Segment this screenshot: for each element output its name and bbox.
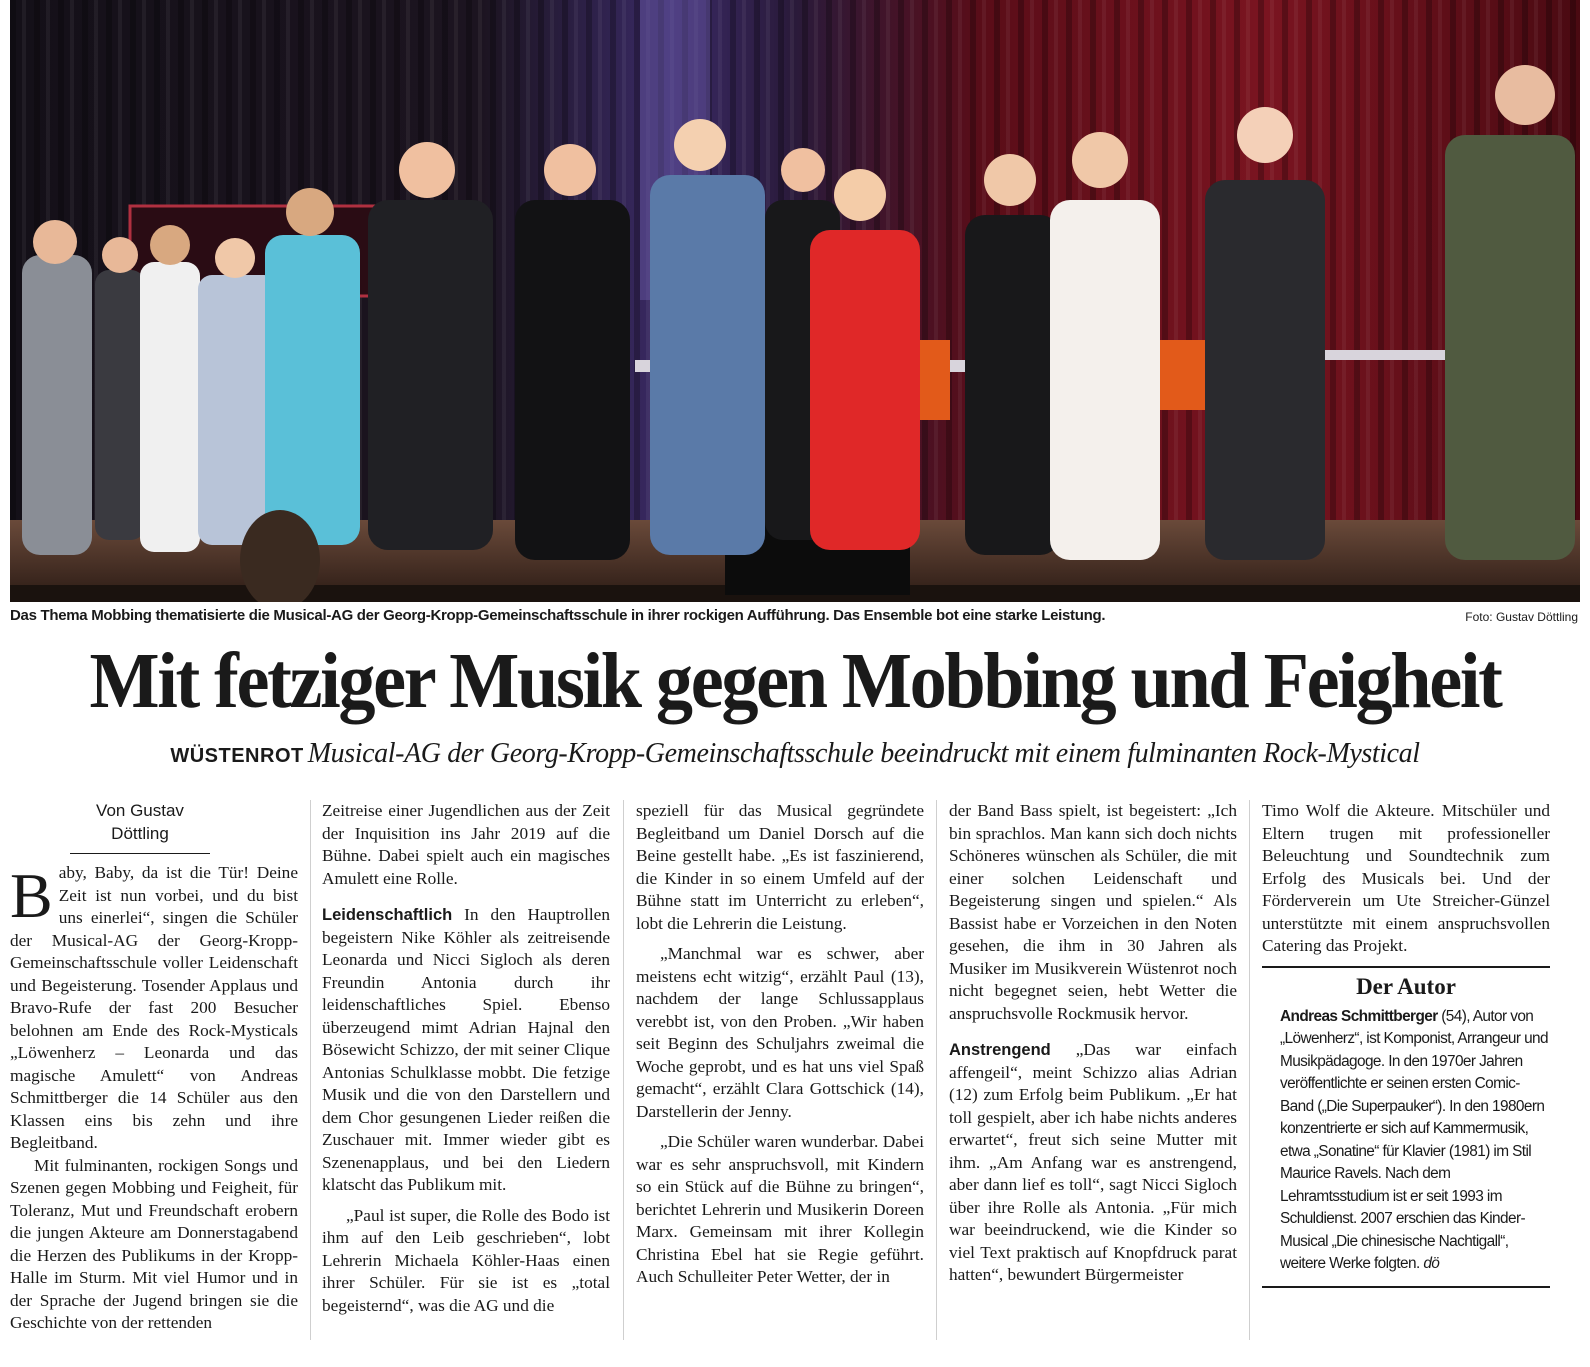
subheadline: Musical-AG der Georg-Kropp-Gemeinschaftsschule beeindruckt mit einem fulminanten Rock-Mystical — [307, 738, 1420, 769]
column-divider — [936, 800, 937, 1340]
kicker-anstrengend: Anstrengend — [949, 1041, 1051, 1059]
column-divider — [310, 800, 311, 1340]
subheadline-row — [10, 736, 1580, 776]
author-box-title: Der Autor — [1356, 973, 1456, 999]
paragraph-text: „Das war einfach affengeil“, meint Schizzo alias Adrian (12) zum Erfolg beim Publikum. „Er hat toll gespielt, aber ich habe nichts anderes erwartet“, freut sich seine Mutter mit ihm. „Am Anfang war es anstrengend, aber dann lief es toll“, sagt Nicci Sigloch über ihre Rolle als Antonia. „Für mich war beeindruckend, wie die Kinder so viel Text praktisch auf Knopfdruck parat hatten“, bewundert Bürgermeister — [949, 1040, 1237, 1284]
headline: Mit fetziger Musik gegen Mobbing und Feigheit — [89, 638, 1501, 725]
paragraph: Mit fulminanten, rockigen Songs und Szenen gegen Mobbing und Feigheit, für Toleranz, Mut und Freundschaft erobern die jungen Akteure am Donnerstagabend die Herzen des Publikums in der Kropp-Halle im Sturm. Mit viel Humor und in der Sprache der Jugend bringen sie die Geschichte von der rettenden — [10, 1155, 298, 1332]
paragraph: der Band Bass spielt, ist begeistert: „Ich bin sprachlos. Man kann sich doch nichts Schöneres wünschen als Schüler, die mit einer solchen Leidenschaft und Begeisterung singen und spielen.“ Als Bassist habe er Vorzeichen in den Noten gesehen, die ihm in 30 Jahren als Musiker im Musikverein Wüstenrot noch nicht begegnet seien, hebt Wetter die anspruchsvolle Rockmusik hervor. — [949, 801, 1237, 1023]
article-column-3 — [636, 800, 924, 1289]
dateline-place: WÜSTENROT — [170, 745, 304, 767]
paragraph: speziell für das Musical gegründete Begleitband um Daniel Dorsch auf die Beine gestellt habe. „Es ist faszinierend, die Kinder in so einem Umfeld auf der Bühne statt im Unterricht zu erleben“, lobt die Lehrerin die Leistung. — [636, 801, 924, 933]
article-column-4 — [949, 800, 1237, 1287]
stage-photo-illustration — [10, 0, 1580, 602]
paragraph: Zeitreise einer Jugendlichen aus der Zeit der Inquisition ins Jahr 2019 auf die Bühne. Dabei spielt auch ein magisches Amulett eine Rolle. — [322, 801, 610, 888]
article-column-1 — [10, 800, 298, 1335]
paragraph — [322, 904, 610, 1197]
paragraph: „Paul ist super, die Rolle des Bodo ist ihm auf den Leib geschrieben“, lobt Lehrerin Michaela Köhler-Haas einen ihrer Schüler. Für sie ist es „total begeisternd“, was die AG und die — [322, 1205, 610, 1315]
paragraph — [949, 1039, 1237, 1287]
kicker-leidenschaftlich: Leidenschaftlich — [322, 906, 453, 924]
photo-caption: Das Thema Mobbing thematisierte die Musical-AG der Georg-Kropp-Gemeinschaftsschule in ihrer rockigen Aufführung. Das Ensemble bot eine starke Leistung. — [10, 607, 1106, 624]
paragraph: „Die Schüler waren wunderbar. Dabei war es sehr anspruchsvoll, mit Kindern so ein Stück auf die Bühne zu bringen“, berichtet Lehrerin und Musikerin Doreen Marx. Gemeinsam mit ihrer Kollegin Christina Ebel hat sie Regie geführt. Auch Schulleiter Peter Wetter, der in — [636, 1132, 924, 1286]
photo-credit: Foto: Gustav Döttling — [1465, 610, 1578, 624]
article-column-5 — [1262, 800, 1550, 1288]
paragraph: Timo Wolf die Akteure. Mitschüler und Eltern trugen mit professioneller Beleuchtung und Soundtechnik zum Erfolg des Musicals bei. Und der Förderverein um Ute Streicher-Günzel unterstützte mit einem anspruchsvollen Catering das Projekt. — [1262, 801, 1550, 955]
stage-photo — [10, 0, 1580, 602]
paragraph: „Manchmal war es schwer, aber meistens echt witzig“, erzählt Paul (13), nachdem der lange Schlussapplaus verebbt ist, von den Proben. „Wir haben seit Beginn des Schuljahrs zweimal die Woche geprobt, und es hat uns viel Spaß gemacht“, erzählt Clara Gottschick (14), Darstellerin der Jenny. — [636, 944, 924, 1121]
column-divider — [1249, 800, 1250, 1340]
article-column-2 — [322, 800, 610, 1317]
author-signature: dö — [1423, 1255, 1440, 1272]
paragraph — [10, 862, 298, 1155]
dropcap: B — [10, 860, 53, 931]
author-box-text — [1262, 1006, 1550, 1276]
byline: Von Gustav Döttling — [70, 800, 210, 854]
author-bio: (54), Autor von „Löwenherz“, ist Komponist, Arrangeur und Musikpädagoge. In den 1970er Jahren veröffentlichte er seinen ersten Comic-Band („Die Superpauker“). In den 1980ern konzentrierte er sich auf Kammermusik, etwa „Sonatine“ für Klavier (1981) im Stil Maurice Ravels. Nach dem Lehramtsstudium ist er seit 1993 im Schuldienst. 2007 erschien das Kinder-Musical „Die chinesische Nachtigall“, weitere Werke folgten. — [1280, 1007, 1548, 1272]
column-divider — [623, 800, 624, 1340]
paragraph-text: aby, Baby, da ist die Tür! Deine Zeit ist nun vorbei, und du bist uns einerlei“, singen die Schüler der Musical-AG der Georg-Kropp-Gemeinschaftsschule voller Leidenschaft und Begeisterung. Tosender Applaus und Bravo-Rufe der fast 200 Besucher belohnen am Ende des Rock-Mysticals „Löwenherz – Leonarda und das magische Amulett“ von Andreas Schmittberger die 14 Schüler aus den Klassen eins bis zehn und ihre Begleitband. — [10, 863, 298, 1152]
author-name: Andreas Schmittberger — [1280, 1007, 1438, 1025]
author-box — [1262, 966, 1550, 1288]
paragraph-text: In den Hauptrollen begeistern Nike Köhler als zeitreisende Leonarda und Nicci Sigloch als deren Freundin Antonia durch ihr leidenschaftliches Spiel. Ebenso überzeugend mimt Adrian Hajnal den Bösewicht Schizzo, der mit seiner Clique Antonias Schulklasse mobbt. Die fetzige Musik und die von den Darstellern und dem Chor gesungenen Lieder reißen die Zuschauer mit. Immer wieder gibt es Szenenapplaus, und bei den Liedern klatscht das Publikum mit. — [322, 905, 610, 1194]
